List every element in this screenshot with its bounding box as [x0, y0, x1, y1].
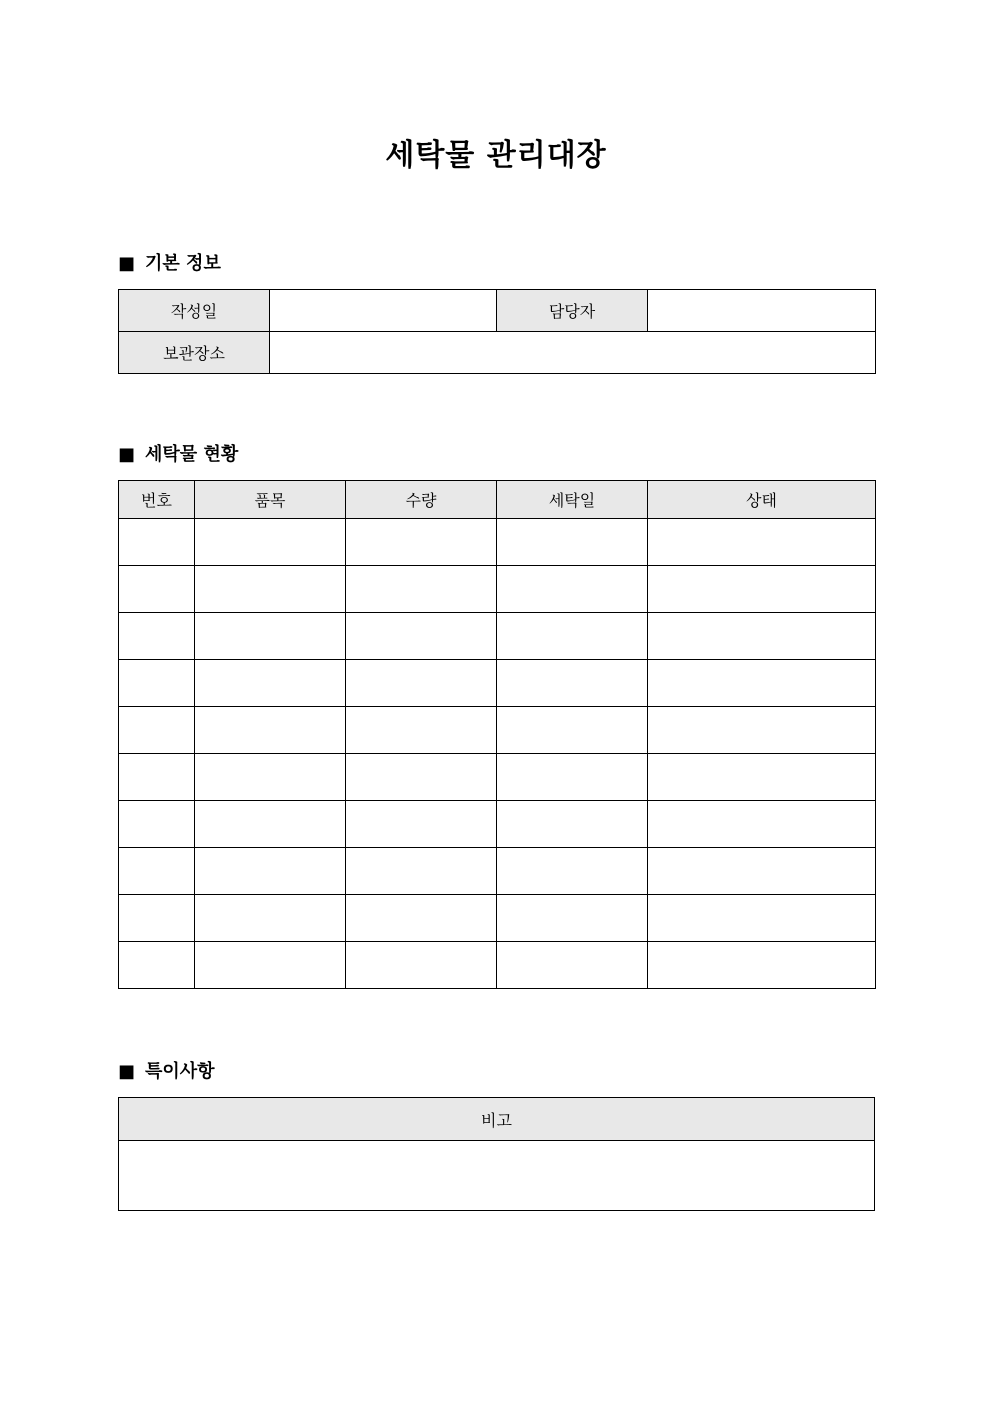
- square-bullet-icon: ■: [118, 1061, 136, 1082]
- status-cell[interactable]: [648, 660, 876, 707]
- number-cell[interactable]: [119, 613, 195, 660]
- manager-label: 담당자: [497, 290, 648, 332]
- number-cell[interactable]: [119, 942, 195, 989]
- column-header-quantity: 수량: [346, 481, 497, 519]
- item-cell[interactable]: [195, 707, 346, 754]
- status-cell[interactable]: [648, 942, 876, 989]
- basic-info-table: [118, 289, 876, 374]
- table-row: [119, 895, 876, 942]
- square-bullet-icon: ■: [118, 444, 136, 465]
- quantity-cell[interactable]: [346, 660, 497, 707]
- number-cell[interactable]: [119, 848, 195, 895]
- table-row: [119, 942, 876, 989]
- wash-date-cell[interactable]: [497, 519, 648, 566]
- quantity-cell[interactable]: [346, 754, 497, 801]
- number-cell[interactable]: [119, 801, 195, 848]
- column-header-remarks: 비고: [119, 1098, 875, 1141]
- table-row: [119, 613, 876, 660]
- table-row: [119, 801, 876, 848]
- number-cell[interactable]: [119, 519, 195, 566]
- date-field[interactable]: [270, 290, 497, 332]
- item-cell[interactable]: [195, 566, 346, 613]
- square-bullet-icon: ■: [118, 253, 136, 274]
- item-cell[interactable]: [195, 519, 346, 566]
- date-label: 작성일: [119, 290, 270, 332]
- manager-field[interactable]: [648, 290, 876, 332]
- number-cell[interactable]: [119, 754, 195, 801]
- item-cell[interactable]: [195, 660, 346, 707]
- table-row: [119, 332, 876, 374]
- number-cell[interactable]: [119, 707, 195, 754]
- table-row: [119, 1141, 875, 1211]
- section-title: 특이사항: [145, 1061, 215, 1082]
- remarks-field[interactable]: [119, 1141, 875, 1211]
- status-cell[interactable]: [648, 613, 876, 660]
- wash-date-cell[interactable]: [497, 942, 648, 989]
- section-title: 기본 정보: [145, 253, 221, 274]
- wash-date-cell[interactable]: [497, 848, 648, 895]
- column-header-number: 번호: [119, 481, 195, 519]
- table-row: [119, 566, 876, 613]
- wash-date-cell[interactable]: [497, 707, 648, 754]
- table-row: [119, 707, 876, 754]
- item-cell[interactable]: [195, 848, 346, 895]
- item-cell[interactable]: [195, 801, 346, 848]
- status-cell[interactable]: [648, 519, 876, 566]
- table-row: [119, 660, 876, 707]
- status-cell[interactable]: [648, 566, 876, 613]
- section-heading-basic-info: [118, 252, 221, 276]
- quantity-cell[interactable]: [346, 848, 497, 895]
- item-cell[interactable]: [195, 613, 346, 660]
- notes-table: [118, 1097, 875, 1211]
- column-header-status: 상태: [648, 481, 876, 519]
- quantity-cell[interactable]: [346, 566, 497, 613]
- quantity-cell[interactable]: [346, 519, 497, 566]
- quantity-cell[interactable]: [346, 707, 497, 754]
- column-header-wash-date: 세탁일: [497, 481, 648, 519]
- page-title: 세탁물 관리대장: [385, 138, 607, 173]
- quantity-cell[interactable]: [346, 895, 497, 942]
- number-cell[interactable]: [119, 566, 195, 613]
- item-cell[interactable]: [195, 754, 346, 801]
- section-title: 세탁물 현황: [145, 444, 239, 465]
- quantity-cell[interactable]: [346, 942, 497, 989]
- status-cell[interactable]: [648, 707, 876, 754]
- column-header-item: 품목: [195, 481, 346, 519]
- table-header-row: [119, 1098, 875, 1141]
- item-cell[interactable]: [195, 942, 346, 989]
- number-cell[interactable]: [119, 895, 195, 942]
- status-cell[interactable]: [648, 895, 876, 942]
- section-heading-notes: [118, 1060, 215, 1084]
- wash-date-cell[interactable]: [497, 660, 648, 707]
- wash-date-cell[interactable]: [497, 754, 648, 801]
- laundry-status-table: [118, 480, 876, 989]
- quantity-cell[interactable]: [346, 801, 497, 848]
- status-cell[interactable]: [648, 754, 876, 801]
- table-row: [119, 290, 876, 332]
- quantity-cell[interactable]: [346, 613, 497, 660]
- table-row: [119, 519, 876, 566]
- number-cell[interactable]: [119, 660, 195, 707]
- status-cell[interactable]: [648, 801, 876, 848]
- status-cell[interactable]: [648, 848, 876, 895]
- location-field[interactable]: [270, 332, 876, 374]
- wash-date-cell[interactable]: [497, 613, 648, 660]
- table-header-row: [119, 481, 876, 519]
- table-row: [119, 754, 876, 801]
- section-heading-laundry-status: [118, 443, 238, 467]
- wash-date-cell[interactable]: [497, 895, 648, 942]
- table-row: [119, 848, 876, 895]
- wash-date-cell[interactable]: [497, 801, 648, 848]
- location-label: 보관장소: [119, 332, 270, 374]
- item-cell[interactable]: [195, 895, 346, 942]
- wash-date-cell[interactable]: [497, 566, 648, 613]
